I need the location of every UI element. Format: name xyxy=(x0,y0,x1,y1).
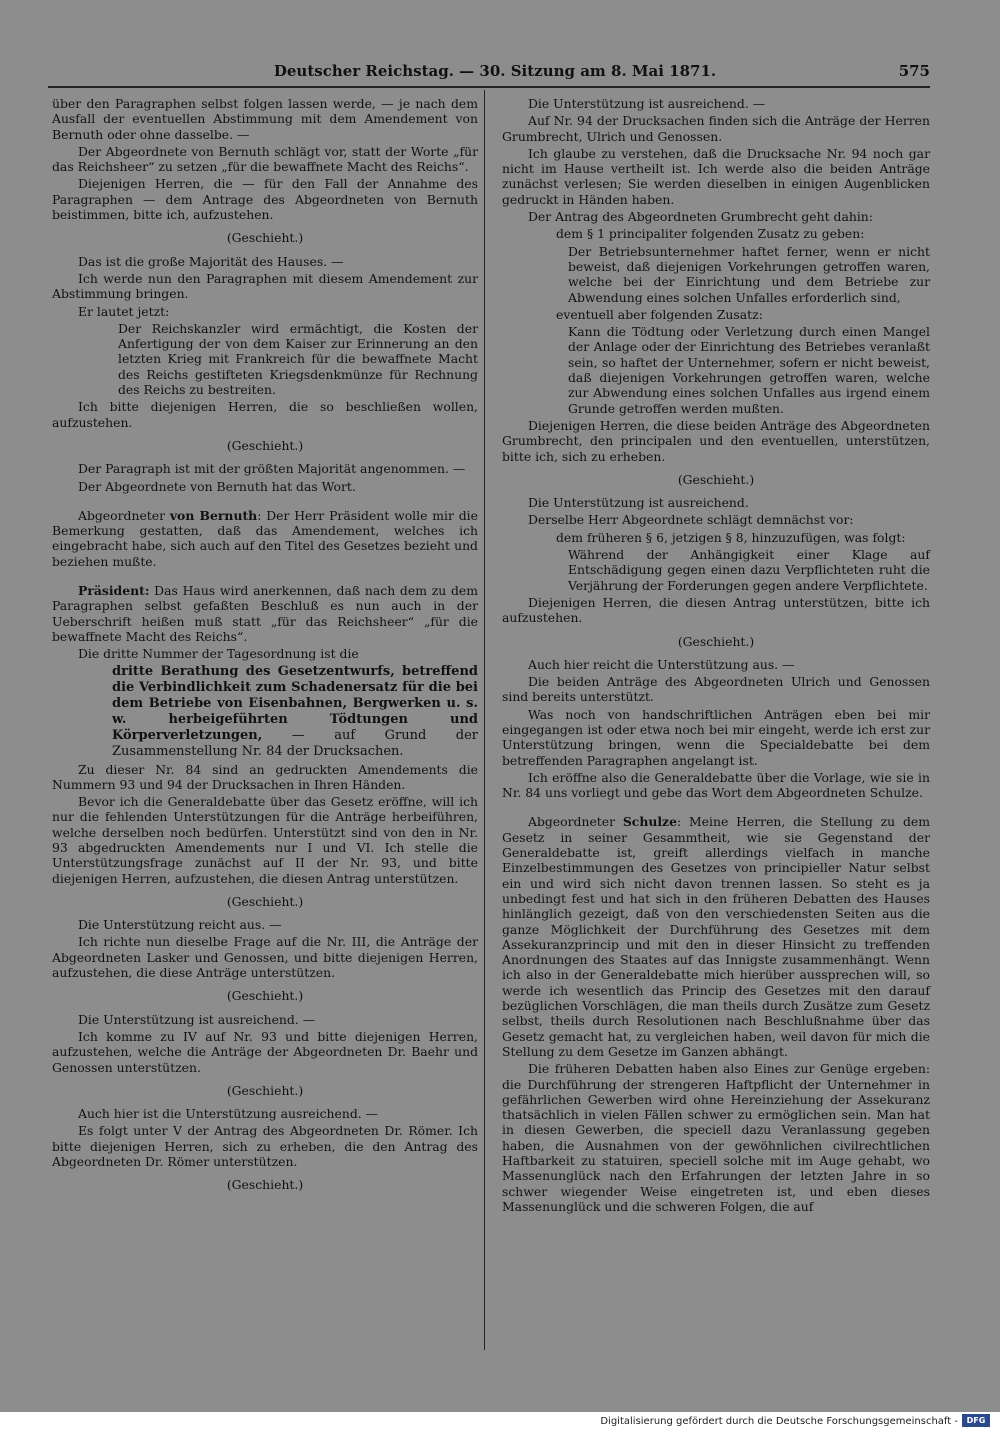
agenda-item xyxy=(112,664,478,760)
speech-paragraph xyxy=(52,583,478,644)
speech-text: Das Haus wird anerkennen, daß nach dem zu dem Paragraphen selbst gefaßten Beschluß es nun auch in der Ueberschrift heißen muß statt „für das Reichsheer“ „für die bewaffnete Macht des Reichs“. xyxy=(52,583,478,644)
paragraph: Die Unterstützung reicht aus. — xyxy=(78,917,282,933)
speaker-name: Präsident: xyxy=(78,583,150,599)
amendment-intro: dem früheren § 6, jetzigen § 8, hinzuzufügen, was folgt: xyxy=(556,529,906,545)
speaker-name: Schulze xyxy=(622,814,677,830)
paragraph: Die dritte Nummer der Tagesordnung ist die xyxy=(78,646,359,662)
page-header xyxy=(60,62,930,82)
stage-direction: (Geschieht.) xyxy=(226,1082,304,1098)
paragraph: Ich glaube zu verstehen, daß die Drucksache Nr. 94 noch gar nicht im Hause vertheilt ist. Ich werde also die beiden Anträge zunächst verlesen; Sie werden dieselben in einigen Augenblicken gedruckt in Händen haben. xyxy=(502,145,930,207)
paragraph: Der Antrag des Abgeordneten Grumbrecht geht dahin: xyxy=(528,209,873,225)
quoted-text: Während der Anhängigkeit einer Klage auf Entschädigung gegen einen dazu Verpflichteten ruht die Verjährung der Forderungen gegen andere Verpflichtete. xyxy=(568,547,930,593)
paragraph: Auf Nr. 94 der Drucksachen finden sich die Anträge der Herren Grumbrecht, Ulrich und Genossen. xyxy=(502,113,930,144)
paragraph: Ich komme zu IV auf Nr. 93 und bitte diejenigen Herren, aufzustehen, welche die Anträge der Abgeordneten Dr. Baehr und Genossen unterstützen. xyxy=(52,1028,478,1075)
speaker-name: von Bernuth xyxy=(169,507,258,523)
stage-direction: (Geschieht.) xyxy=(226,988,304,1004)
paragraph: Ich richte nun dieselbe Frage auf die Nr. III, die Anträge der Abgeordneten Lasker und Genossen, und bitte diejenigen Herren, aufzustehen, die diese Anträge unterstützen. xyxy=(52,934,478,981)
paragraph: Die Unterstützung ist ausreichend. — xyxy=(78,1011,316,1027)
speech-paragraph xyxy=(52,508,478,569)
paragraph: Auch hier ist die Unterstützung ausreichend. — xyxy=(78,1106,379,1122)
quoted-text: Der Reichskanzler wird ermächtigt, die Kosten der Anfertigung der von dem Kaiser zur Erinnerung an den letzten Krieg mit Frankreich für die bewaffnete Macht des Reichs gestifteten Kriegsdenkmünze für Rechnung des Reichs zu bestreiten. xyxy=(118,320,478,398)
page-number: 575 xyxy=(898,62,930,80)
paragraph: Diejenigen Herren, die diesen Antrag unterstützen, bitte ich aufzustehen. xyxy=(502,594,930,626)
stage-direction: (Geschieht.) xyxy=(226,437,304,453)
speech-text: : Meine Herren, die Stellung zu dem Gesetz in seiner Gesammtheit, wie sie Gegenstand der Generaldebatte ist, greift allerdings vielfach in manche Einzelbestimmungen des Gesetzes von principieller Natur selbst ein und wird sich nicht davon trennen lassen. So steht es ja unbedingt fest und hat sich in den früheren Debatten des Hauses hinlänglich gezeigt, daß von den verschiedensten Seiten aus die ganze Möglichkeit der Durchführung des Gesetzes mit dem Assekuranzprincip und mit den in dieser Hinsicht zu treffenden Anordnungen des Staates auf das Innigste zusammenhängt. Wenn ich also in der Generaldebatte mich hierüber aussprechen will, so werde ich wesentlich das Princip des Gesetzes mit den darauf bezüglichen Vorschlägen, die man theils durch Zusätze zum Gesetz selbst, theils durch Resolutionen nach Beschlußnahme über das Gesetz gemacht hat, zu vergleichen haben, weil davon für mich die Stellung zu dem Gesetze im Ganzen abhängt. xyxy=(502,814,930,1059)
paragraph: Das ist die große Majorität des Hauses. — xyxy=(78,253,344,269)
paragraph: Was noch von handschriftlichen Anträgen eben bei mir eingegangen ist oder etwa noch bei mir eingeht, werde ich erst zur Unterstützung bringen, wenn die Specialdebatte bei dem betreffenden Paragraphen angelangt ist. xyxy=(502,706,930,768)
footer-credit: Digitalisierung gefördert durch die Deutsche Forschungsgemeinschaft - xyxy=(600,1416,958,1427)
paragraph: Zu dieser Nr. 84 sind an gedruckten Amendements die Nummern 93 und 94 der Drucksachen in Ihren Händen. xyxy=(52,761,478,792)
paragraph: Diejenigen Herren, die — für den Fall der Annahme des Paragraphen — dem Antrage des Abgeordneten von Bernuth beistimmen, bitte ich, aufzustehen. xyxy=(52,176,478,223)
speaker-prefix: Abgeordneter xyxy=(78,507,166,523)
speaker-prefix: Abgeordneter xyxy=(528,814,616,830)
paragraph: Ich eröffne also die Generaldebatte über die Vorlage, wie sie in Nr. 84 uns vorliegt und gebe das Wort dem Abgeordneten Schulze. xyxy=(502,769,930,801)
quoted-text: Kann die Tödtung oder Verletzung durch einen Mangel der Anlage oder der Einrichtung des Betriebes veranlaßt sein, so haftet der Unternehmer, sofern er nicht beweist, daß diejenigen Vorkehrungen getroffen waren, welche zur Abwendung eines solchen Unfalles aus irgend einem Grunde getroffen werden mußten. xyxy=(568,324,930,416)
paragraph: Die Unterstützung ist ausreichend. xyxy=(528,495,749,511)
paragraph: Die Unterstützung ist ausreichend. — xyxy=(528,96,766,111)
paragraph: Ich bitte diejenigen Herren, die so beschließen wollen, aufzustehen. xyxy=(52,399,478,430)
stage-direction: (Geschieht.) xyxy=(226,230,304,246)
paragraph: Die beiden Anträge des Abgeordneten Ulrich und Genossen sind bereits unterstützt. xyxy=(502,674,930,705)
dfg-logo-icon: DFG xyxy=(962,1414,990,1427)
stage-direction: (Geschieht.) xyxy=(677,633,755,649)
agenda-title: dritte Berathung des Gesetzentwurfs, betreffend die Verbindlichkeit zum Schadenersatz für die bei dem Betriebe von Eisenbahnen, Bergwerken u. s. w. herbeigeführten Tödtungen und Körperverletzungen, xyxy=(112,663,478,743)
paragraph: Der Abgeordnete von Bernuth schlägt vor, statt der Worte „für das Reichsheer“ zu setzen „für die bewaffnete Macht des Reichs“. xyxy=(52,143,478,175)
paragraph: Ich werde nun den Paragraphen mit diesem Amendement zur Abstimmung bringen. xyxy=(52,270,478,302)
paragraph: Bevor ich die Generaldebatte über das Gesetz eröffne, will ich nur die fehlenden Unterstützungen für die Anträge herbeiführen, welche derselben noch bedürfen. Unterstützt sind von den in Nr. 93 abgedruckten Amendements nur I und VI. Ich stelle die Unterstützungsfrage zunächst auf II der Nr. 93, und bitte diejenigen Herren, aufzustehen, die diesen Antrag unterstützen. xyxy=(52,794,478,886)
paragraph: Er lautet jetzt: xyxy=(78,303,170,319)
stage-direction: (Geschieht.) xyxy=(677,471,755,487)
amendment-intro: dem § 1 principaliter folgenden Zusatz zu geben: xyxy=(556,226,865,242)
speech-text: : Der Herr Präsident wolle mir die Bemerkung gestatten, daß das Amendement, welches ich eingebracht habe, sich auch auf den Titel des Gesetzes bezieht und beziehen mußte. xyxy=(52,507,478,569)
agenda-reference: — auf Grund der Zusammenstellung Nr. 84 der Drucksachen. xyxy=(112,727,478,759)
paragraph: über den Paragraphen selbst folgen lassen werde, — je nach dem Ausfall der eventuellen Abstimmung mit dem Amendement von Bernuth oder ohne dasselbe. — xyxy=(52,96,478,142)
paragraph: Der Paragraph ist mit der größten Majorität angenommen. — xyxy=(78,461,466,477)
header-rule xyxy=(48,86,930,88)
quoted-text: Der Betriebsunternehmer haftet ferner, wenn er nicht beweist, daß diejenigen Vorkehrungen getroffen waren, welche bei der Einrichtung und dem Betriebe zur Abwendung eines solchen Unfalles erforderlich sind, xyxy=(568,243,930,305)
paragraph: Diejenigen Herren, die diese beiden Anträge des Abgeordneten Grumbrecht, den principalen und den eventuellen, unterstützen, bitte ich, sich zu erheben. xyxy=(502,417,930,464)
paragraph: Auch hier reicht die Unterstützung aus. — xyxy=(528,656,795,672)
header-title: Deutscher Reichstag. — 30. Sitzung am 8. Mai 1871. xyxy=(273,62,717,80)
paragraph: Es folgt unter V der Antrag des Abgeordneten Dr. Römer. Ich bitte diejenigen Herren, sich zu erheben, die den Antrag des Abgeordneten Dr. Römer unterstützen. xyxy=(52,1123,478,1170)
stage-direction: (Geschieht.) xyxy=(226,893,304,909)
right-column xyxy=(502,96,930,1216)
paragraph: Die früheren Debatten haben also Eines zur Genüge ergeben: die Durchführung der strengeren Haftpflicht der Unternehmer in gefährlichen Gewerben wird ohne Hereinziehung der Assekuranz thatsächlich in vielen Fällen schwer zu ermöglichen sein. Man hat in diesen Gewerben, die speciell dazu Veranlassung gegeben haben, die Ausnahmen von der gewöhnlichen civilrechtlichen Haftbarkeit zu statuiren, speciell solche mit im Auge gehabt, wo Massenunglück nach den Erfahrungen der letzten Jahre in so schwer wiegender Weise eingetreten ist, und eben dieses Massenunglück und die schweren Folgen, die auf xyxy=(502,1061,930,1214)
paragraph: Derselbe Herr Abgeordnete schlägt demnächst vor: xyxy=(528,512,854,528)
paragraph: Der Abgeordnete von Bernuth hat das Wort. xyxy=(78,478,356,494)
amendment-intro: eventuell aber folgenden Zusatz: xyxy=(556,306,763,322)
left-column xyxy=(52,96,478,1201)
column-divider xyxy=(484,90,485,1350)
speech-paragraph xyxy=(502,814,930,1059)
stage-direction: (Geschieht.) xyxy=(226,1177,304,1193)
